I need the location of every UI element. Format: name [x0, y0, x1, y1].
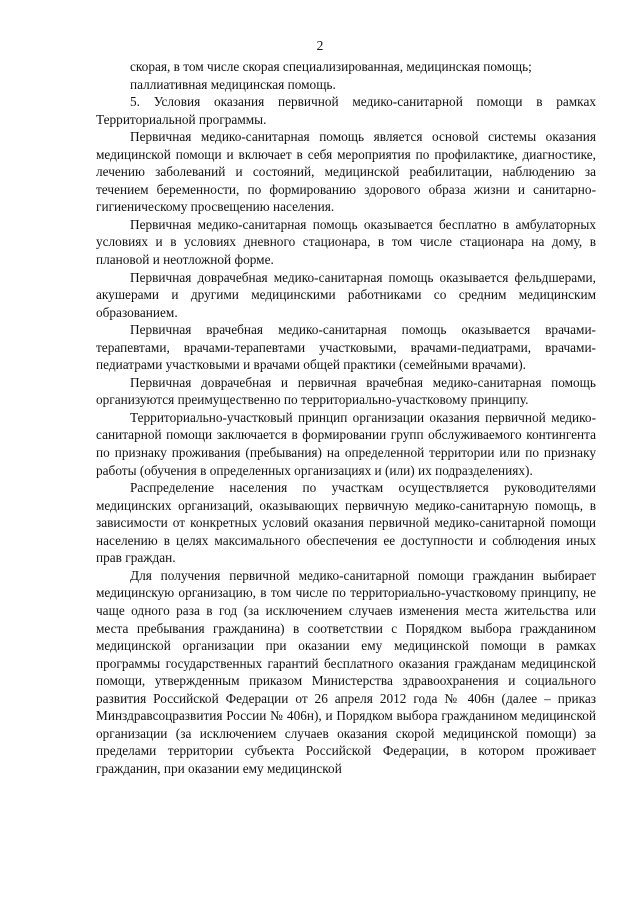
paragraph-palliative-care: паллиативная медицинская помощь.	[130, 76, 336, 92]
paragraph-territorial-organization: Первичная доврачебная и первичная врачебная медико-санитарная помощь организуются преимущественно по территориально-участковому принципу.	[96, 374, 596, 408]
paragraph-section-5-heading: 5. Условия оказания первичной медико-санитарной помощи в рамках Территориальной программы.	[96, 94, 596, 127]
paragraph-pre-medical-care: Первичная доврачебная медико-санитарная помощь оказывается фельдшерами, акушерами и другими медицинскими работниками со средним медицинским образованием.	[96, 269, 596, 320]
paragraph-emergency-care: скорая, в том числе скорая специализированная, медицинская помощь;	[130, 59, 532, 74]
paragraph-population-distribution: Распределение населения по участкам осуществляется руководителями медицинских организаций, оказывающих первичную медико-санитарную помощь, в зависимости от конкретных условий оказания первичной медико-санитарной помощи населению в целях максимального обеспечения ее доступности и соблюдения иных прав граждан.	[96, 480, 596, 566]
paragraph-primary-care-free: Первичная медико-санитарная помощь оказывается бесплатно в амбулаторных условиях и в условиях дневного стационара, в том числе стационара на дому, в плановой и неотложной форме.	[96, 216, 596, 268]
paragraph-choice-of-organization: Для получения первичной медико-санитарной помощи гражданин выбирает медицинскую организацию, в том числе по территориально-участковому принципу, не чаще одного раза в год (за исключением случаев изменения места жительства или места пребывания гражданина) в соответствии с Порядком выбора гражданином медицинской организации при оказании ему медицинской помощи в рамках программы государственных гарантий бесплатного оказания гражданам медицинской помощи, утвержденным приказом Министерства здравоохранения и социального развития Российской Федерации от 26 апреля 2012 года № 406н (далее – приказ Минздравсоцразвития России № 406н), и Порядком выбора гражданином медицинской организации (за исключением случаев оказания скорой медицинской помощи) за пределами территории субъекта Российской Федерации, в котором проживает гражданин, при оказании ему медицинской	[96, 567, 596, 776]
paragraph-medical-care-doctors: Первичная врачебная медико-санитарная помощь оказывается врачами-терапевтами, врачами-терапевтами участковыми, врачами-педиатрами, врачами-педиатрами участковыми и врачами общей практики (семейными врачами).	[96, 322, 596, 373]
paragraph-territorial-principle: Территориально-участковый принцип организации оказания первичной медико-санитарной помощи заключается в формировании групп обслуживаемого контингента по признаку проживания (пребывания) на определенной территории или по признаку работы (обучения в определенных организациях и (или) их подразделениях).	[96, 409, 596, 478]
paragraph-primary-care-basis: Первичная медико-санитарная помощь является основой системы оказания медицинской помощи и включает в себя мероприятия по профилактике, диагностике, лечению заболеваний и состояний, медицинской реабилитации, наблюдению за течением беременности, по формированию здорового образа жизни и санитарно-гигиеническому просвещению населения.	[96, 129, 596, 215]
page-number: 2	[316, 38, 324, 53]
document-body	[96, 58, 596, 777]
